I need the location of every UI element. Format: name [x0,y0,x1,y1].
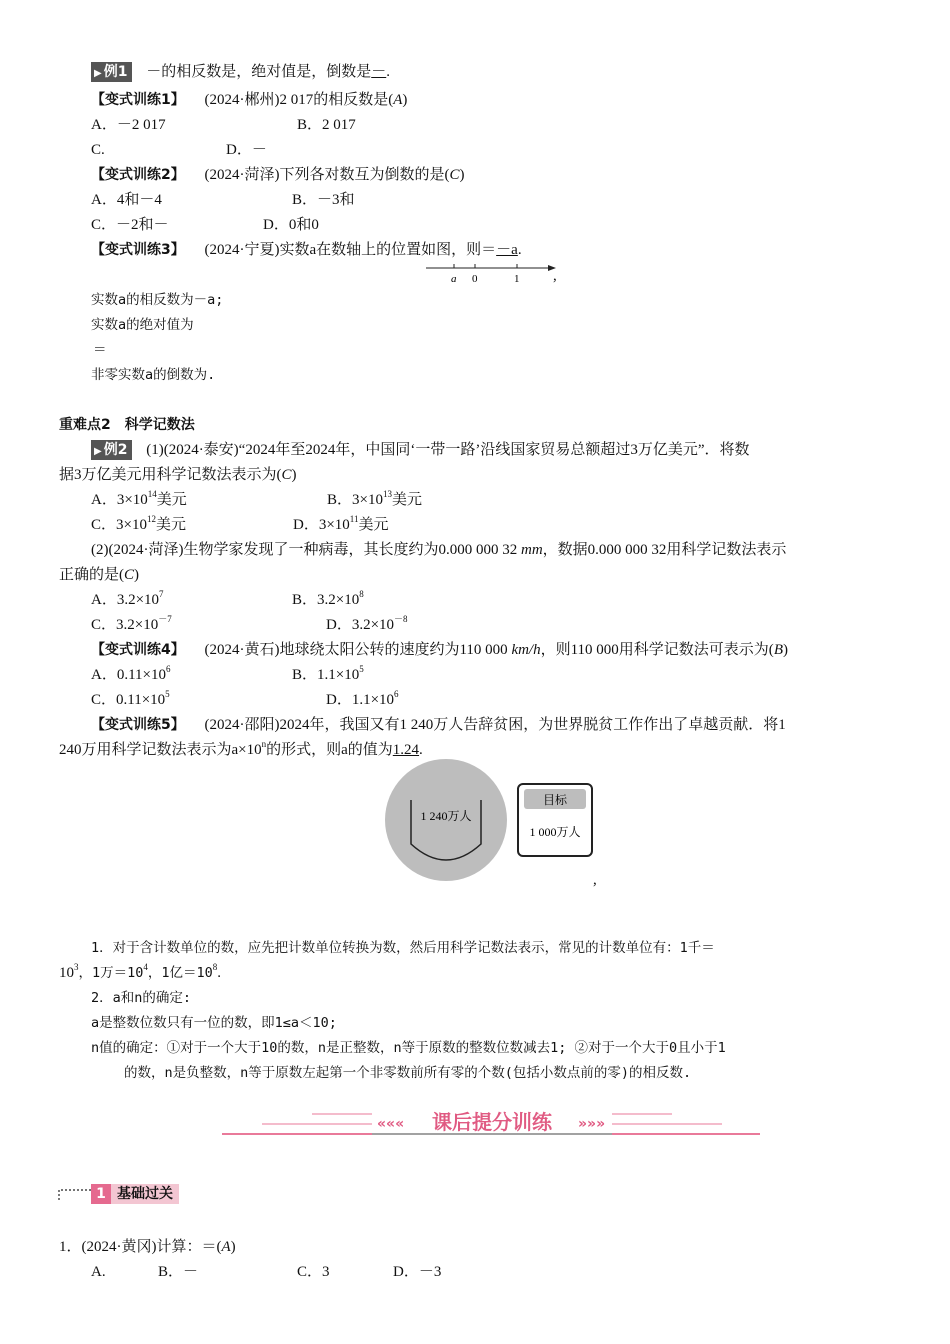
tip-5: 的数，n是负整数，n等于原数左起第一个非零数前所有零的个数(包括小数点前的零)的相反数. [124,1065,692,1081]
opt-d1-base: D．3×10 [293,517,350,533]
tip-2: 2．a和n的确定: [91,990,192,1006]
variant-4-option-d [326,690,399,710]
variant-5-line2 [59,740,423,760]
variant-2-label: 【变式训练2】 [91,167,185,183]
tip-1-base2: ，1万＝10 [78,965,144,981]
banner-left-chevrons-icon: ««« [377,1116,405,1132]
tip-1-exp3: 8 [212,962,218,972]
tick-label-1: 1 [514,273,520,285]
key-point-2-heading: 重难点2 科学记数法 [59,417,195,433]
question-1-option-a: A. [91,1264,106,1280]
variant-3-label: 【变式训练3】 [91,242,185,258]
variant-5-line [91,715,786,735]
v4-opt-d-base: D．1.1×10 [326,692,395,708]
variant-1-option-b: B．2 017 [297,117,356,133]
opt-d1-exp: 11 [349,514,359,524]
variant-4-text: (2024·黄石)地球绕太阳公转的速度约为110 000 [204,642,512,658]
tick-label-a: a [451,273,457,285]
variant-2-text: (2024·菏泽)下列各对数互为倒数的是( [204,167,450,183]
variant-2-option-a: A．4和－4 [91,192,162,208]
opt-c1-base: C．3×10 [91,517,147,533]
variant-5-exp: n [261,739,267,749]
variant-4-line [91,640,788,660]
section-dotted-lead [57,1186,93,1202]
tick-label-0: 0 [472,273,478,285]
example-2-part2-text: (2)(2024·菏泽)生物学家发现了一种病毒，其长度约为0.000 000 32 [91,542,521,558]
question-1-text: 1．(2024·黄冈)计算：＝( [59,1239,222,1255]
opt-c2-base: C．3.2×10 [91,617,159,633]
example-2-close2: ) [134,567,140,583]
example-1-answer: － [371,64,387,80]
question-1-answer: A [221,1239,231,1255]
opt-a1-base: A．3×10 [91,492,148,508]
example-2-option-c1 [91,515,186,535]
jar-label: 1 240万人 [420,809,472,823]
number-line-figure [424,258,564,288]
tip-1-base1: 10 [59,965,74,981]
v4-opt-b-base: B．1.1×10 [292,667,360,683]
tip-3: a是整数位数只有一位的数，即1≤a＜10; [91,1015,337,1031]
example-1-end: . [386,64,390,80]
example-2-option-a2 [91,590,164,610]
variant-5-label: 【变式训练5】 [91,717,185,733]
section-number: 1 [91,1184,111,1204]
variant-5-text2a: 240万用科学记数法表示为a×10 [59,742,262,758]
note-equals: ＝ [93,342,107,358]
variant-5-answer: 1.24 [392,742,420,758]
opt-b1-exp: 13 [382,489,392,499]
tip-1-line2 [59,963,221,983]
goal-value: 1 000万人 [529,825,581,839]
tip-1-end: . [217,965,222,981]
variant-4-option-b [292,665,364,685]
variant-4-close: ) [782,642,788,658]
banner-title: 课后提分训练 [432,1110,552,1134]
example-2-part2-text2: ，数据0.000 000 32用科学记数法表示 [542,542,787,558]
example-2-part2-line2 [59,565,139,585]
variant-5-close: . [419,742,423,758]
tip-1-exp1: 3 [74,962,79,972]
example-2-answer1: C [281,467,292,483]
goal-title: 目标 [542,793,568,807]
variant-3-answer: －a [496,242,518,258]
example-2-option-d1 [293,515,388,535]
v4-opt-d-exp: 6 [394,689,399,699]
opt-b2-exp: 8 [359,589,364,599]
variant-2-close: ) [459,167,465,183]
question-1-option-d: D．－3 [393,1264,442,1280]
example-2-part2-line [91,540,786,560]
example-2-close1: ) [291,467,297,483]
example-2-part1-line2 [59,465,297,485]
variant-1-answer: A [393,92,403,108]
v4-opt-c-base: C．0.11×10 [91,692,166,708]
variant-2-line [91,165,465,185]
example-2-tag-text: 例2 [103,442,128,458]
example-2-answer2: C [124,567,135,583]
play-triangle-icon: ▶ [94,446,102,457]
opt-c1-exp: 12 [146,514,156,524]
example-2-line [91,440,750,460]
note-absolute: 实数a的绝对值为 [91,317,194,333]
variant-4-unit: km/h [511,642,541,658]
after-class-banner [222,1104,762,1140]
opt-c2-exp: －7 [158,614,172,624]
opt-b1-base: B．3×10 [327,492,383,508]
v4-opt-b-exp: 5 [359,664,364,674]
example-2-tag [91,440,132,460]
variant-4-answer: B [773,642,783,658]
variant-4-label: 【变式训练4】 [91,642,185,658]
v4-opt-a-base: A．0.11×10 [91,667,166,683]
example-2-option-d2 [326,615,408,635]
variant-1-close: ) [402,92,408,108]
variant-5-text: (2024·邵阳)2024年，我国又有1 240万人告辞贫困，为世界脱贫工作作出了卓越贡献．将1 [204,717,786,733]
variant-4-option-a [91,665,171,685]
opt-a2-exp: 7 [159,589,164,599]
opt-c1-unit: 美元 [155,517,186,533]
poverty-figure [384,758,599,884]
variant-4-text2: ，则110 000用科学记数法可表示为( [540,642,774,658]
opt-d2-exp: －8 [394,614,408,624]
tip-4: n值的确定：①对于一个大于10的数，n是正整数，n等于原数的整数位数减去1; ②对于一个大于0且小于1 [91,1040,726,1056]
section-dotted-path [59,1190,91,1200]
variant-1-text: (2024·郴州)2 017的相反数是( [204,92,394,108]
opt-d2-base: D．3.2×10 [326,617,395,633]
note-reciprocal: 非零实数a的倒数为. [91,367,216,383]
variant-4-option-c [91,690,170,710]
example-2-part1-text: (1)(2024·泰安)“2024年至2024年，中国同‘一带一路’沿线国家贸易总额超过3万亿美元”．将数 [146,442,750,458]
example-2-option-b1 [327,490,422,510]
opt-a2-base: A．3.2×10 [91,592,160,608]
question-1-option-c: C．3 [297,1264,330,1280]
opt-d1-unit: 美元 [358,517,389,533]
opt-b2-base: B．3.2×10 [292,592,360,608]
play-triangle-icon: ▶ [94,68,102,79]
example-2-option-c2 [91,615,172,635]
variant-2-answer: C [449,167,460,183]
variant-1-label: 【变式训练1】 [91,92,185,108]
example-2-part2-unit: mm [520,542,543,558]
variant-3-line [91,240,522,260]
variant-1-line [91,90,407,110]
tip-1-base3: ，1亿＝10 [147,965,213,981]
figure-comma: , [593,872,597,888]
banner-right-chevrons-icon: »»» [578,1116,606,1132]
example-2-option-a1 [91,490,187,510]
section-basic-label [91,1184,179,1204]
example-1-tag [91,62,132,82]
variant-1-option-c: C. [91,142,105,158]
note-opposite: 实数a的相反数为－a; [91,292,224,308]
variant-2-option-b: B．－3和 [292,192,355,208]
question-1-close: ) [230,1239,236,1255]
opt-a1-unit: 美元 [156,492,187,508]
question-1-option-b: B．－ [158,1264,199,1280]
example-2-part1-text2: 据3万亿美元用科学记数法表示为( [59,467,282,483]
question-1-line [59,1237,236,1257]
v4-opt-a-exp: 6 [166,664,171,674]
variant-2-option-c: C．－2和－ [91,217,169,233]
opt-b1-unit: 美元 [391,492,422,508]
tip-1-line1: 1．对于含计数单位的数，应先把计数单位转换为数，然后用科学记数法表示，常见的计数单位有：1千＝ [91,940,715,956]
v4-opt-c-exp: 5 [165,689,170,699]
example-1-text: －的相反数是，绝对值是，倒数是 [146,64,372,80]
tip-1-exp2: 4 [143,962,148,972]
number-line-comma: , [553,268,557,284]
section-title: 基础过关 [117,1186,173,1202]
example-2-option-b2 [292,590,364,610]
variant-2-option-d: D．0和0 [263,217,319,233]
variant-1-option-a: A．－2 017 [91,117,166,133]
variant-3-close: . [517,242,522,258]
example-1-tag-text: 例1 [103,64,128,80]
variant-5-text2b: 的形式，则a的值为 [266,742,393,758]
variant-3-text: (2024·宁夏)实数a在数轴上的位置如图，则＝ [204,242,497,258]
example-2-part2-text3: 正确的是( [59,567,124,583]
example-1-line [91,62,390,82]
variant-1-option-d: D．－ [226,142,267,158]
opt-a1-exp: 14 [147,489,157,499]
